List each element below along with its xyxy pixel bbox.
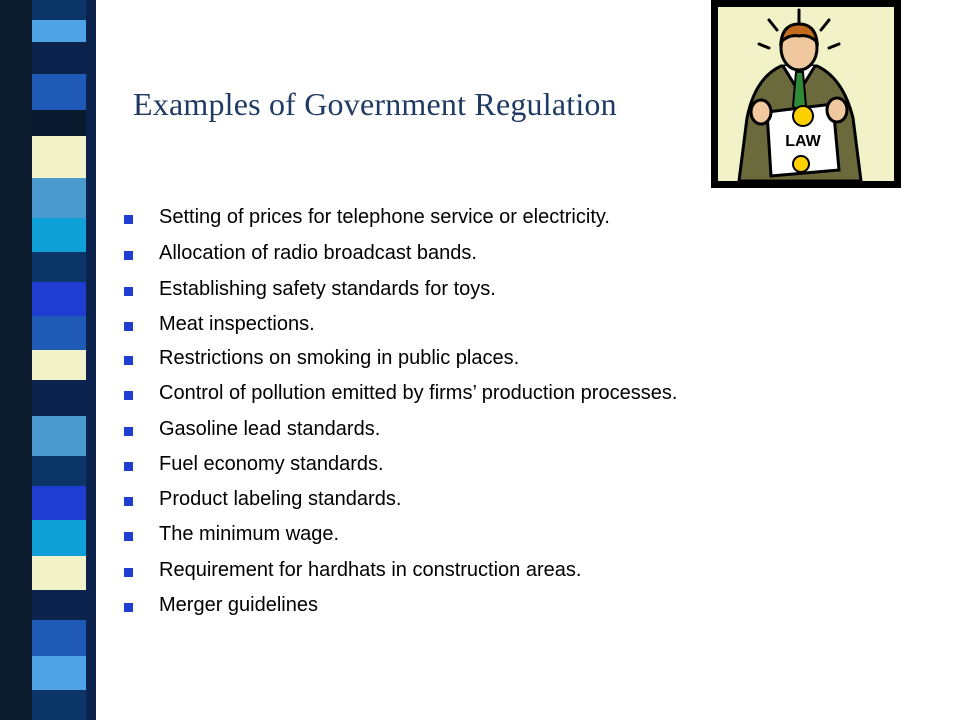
list-item <box>124 382 677 405</box>
square-bullet-icon <box>124 568 133 577</box>
bullet-text: Requirement for hardhats in construction areas. <box>159 559 582 581</box>
list-item <box>124 313 315 336</box>
list-item <box>124 418 380 441</box>
list-item <box>124 594 318 617</box>
list-item <box>124 278 496 301</box>
square-bullet-icon <box>124 215 133 224</box>
bullet-text: Establishing safety standards for toys. <box>159 278 496 300</box>
bullet-text: Setting of prices for telephone service or electricity. <box>159 206 610 228</box>
square-bullet-icon <box>124 251 133 260</box>
square-bullet-icon <box>124 427 133 436</box>
list-item <box>124 347 519 370</box>
list-item <box>124 206 610 229</box>
square-bullet-icon <box>124 391 133 400</box>
square-bullet-icon <box>124 603 133 612</box>
bullet-text: Merger guidelines <box>159 594 318 616</box>
clipart-sign-text: LAW <box>785 133 821 150</box>
bullet-text: Product labeling standards. <box>159 488 402 510</box>
bullet-text: The minimum wage. <box>159 523 340 545</box>
slide-title: Examples of Government Regulation <box>133 86 617 122</box>
bullet-text: Gasoline lead standards. <box>159 418 381 440</box>
bullet-text: Restrictions on smoking in public places. <box>159 347 520 369</box>
bullet-text: Control of pollution emitted by firms’ production processes. <box>159 382 678 404</box>
list-item <box>124 242 477 265</box>
square-bullet-icon <box>124 532 133 541</box>
list-item <box>124 559 581 582</box>
bullet-text: Fuel economy standards. <box>159 453 384 475</box>
bullet-text: Meat inspections. <box>159 313 315 335</box>
list-item <box>124 453 384 476</box>
square-bullet-icon <box>124 287 133 296</box>
list-item <box>124 488 401 511</box>
square-bullet-icon <box>124 497 133 506</box>
list-item <box>124 523 339 546</box>
square-bullet-icon <box>124 356 133 365</box>
bullet-text: Allocation of radio broadcast bands. <box>159 242 477 264</box>
square-bullet-icon <box>124 462 133 471</box>
square-bullet-icon <box>124 322 133 331</box>
